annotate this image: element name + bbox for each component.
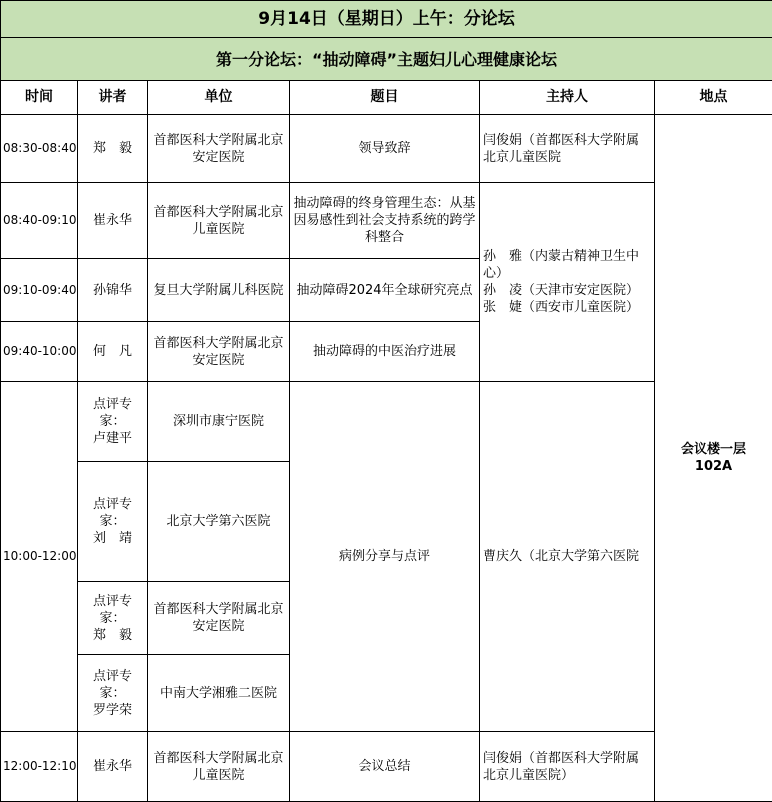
venue-line1: 会议楼一层: [681, 442, 747, 457]
host-cell: 曹庆久（北京大学第六医院: [480, 382, 655, 732]
affiliation-cell: 首都医科大学附属北京儿童医院: [148, 183, 290, 259]
speaker-cell: 孙锦华: [78, 259, 148, 322]
day-title: 9月14日（星期日）上午：分论坛: [1, 1, 772, 38]
header-topic: 题目: [290, 81, 480, 115]
host-name: 孙 雅（内蒙古精神卫生中心）: [483, 249, 640, 281]
reviewer-label: 点评专家：: [92, 397, 132, 429]
time-cell: 09:10-09:40: [1, 259, 78, 322]
reviewer-cell: [78, 655, 148, 732]
reviewer-name: 卢建平: [92, 431, 132, 446]
time-cell: 08:40-09:10: [1, 183, 78, 259]
time-cell: 09:40-10:00: [1, 322, 78, 382]
host-name: 孙 凌（天津市安定医院）: [483, 283, 640, 298]
reviewer-cell: [78, 382, 148, 462]
affiliation-cell: 中南大学湘雅二医院: [148, 655, 290, 732]
topic-cell: 抽动障碍的终身管理生态：从基因易感性到社会支持系统的跨学科整合: [290, 183, 480, 259]
header-venue: 地点: [655, 81, 772, 115]
topic-cell: 领导致辞: [290, 115, 480, 183]
header-time: 时间: [1, 81, 78, 115]
topic-cell: 抽动障碍的中医治疗进展: [290, 322, 480, 382]
reviewer-name: 罗学荣: [92, 702, 132, 718]
reviewer-name: 刘 靖: [92, 531, 132, 546]
topic-cell: 抽动障碍2024年全球研究亮点: [290, 259, 480, 322]
affiliation-cell: 深圳市康宁医院: [148, 382, 290, 462]
affiliation-cell: 首都医科大学附属北京安定医院: [148, 115, 290, 183]
reviewer-label: 点评专家：: [92, 593, 132, 626]
reviewer-label: 点评专家：: [92, 497, 132, 529]
topic-cell: 会议总结: [290, 732, 480, 802]
affiliation-cell: 首都医科大学附属北京安定医院: [148, 582, 290, 655]
affiliation-cell: 首都医科大学附属北京安定医院: [148, 322, 290, 382]
time-cell: 10:00-12:00: [1, 382, 78, 732]
forum-title: 第一分论坛：“抽动障碍”主题妇儿心理健康论坛: [1, 38, 772, 81]
affiliation-cell: 复旦大学附属儿科医院: [148, 259, 290, 322]
header-host: 主持人: [480, 81, 655, 115]
venue-cell: [655, 115, 772, 802]
topic-cell: 病例分享与点评: [290, 382, 480, 732]
host-cell: 闫俊娟（首都医科大学附属北京儿童医院）: [480, 732, 655, 802]
host-name: 张 婕（西安市儿童医院）: [483, 300, 640, 315]
time-cell: 08:30-08:40: [1, 115, 78, 183]
speaker-cell: 郑 毅: [78, 115, 148, 183]
affiliation-cell: 北京大学第六医院: [148, 462, 290, 582]
time-cell: 12:00-12:10: [1, 732, 78, 802]
reviewer-label: 点评专家：: [92, 668, 132, 701]
affiliation-cell: 首都医科大学附属北京儿童医院: [148, 732, 290, 802]
host-group-cell: [480, 183, 655, 382]
table-row: [1, 115, 772, 183]
host-cell: 闫俊娟（首都医科大学附属北京儿童医院: [480, 115, 655, 183]
header-speaker: 讲者: [78, 81, 148, 115]
speaker-cell: 崔永华: [78, 183, 148, 259]
speaker-cell: 崔永华: [78, 732, 148, 802]
reviewer-cell: [78, 462, 148, 582]
speaker-cell: 何 凡: [78, 322, 148, 382]
header-affiliation: 单位: [148, 81, 290, 115]
reviewer-name: 郑 毅: [92, 627, 132, 643]
reviewer-cell: [78, 582, 148, 655]
venue-line2: 102A: [694, 459, 733, 474]
